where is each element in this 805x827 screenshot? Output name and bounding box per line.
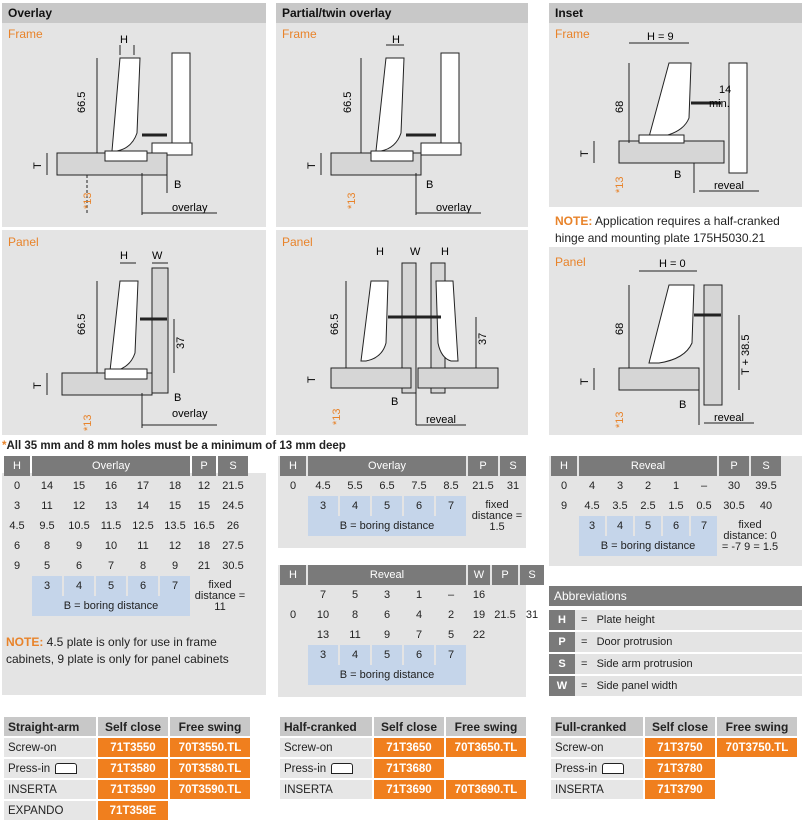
table-cell (280, 645, 306, 665)
table-cell: 1.5 (668, 500, 684, 512)
table-cell: 8 (139, 560, 147, 572)
half-cranked-table (278, 715, 528, 801)
mount-type: Screw-on (551, 738, 643, 757)
self-close-part[interactable]: 71T3690 (374, 780, 444, 799)
table-cell: 5 (447, 629, 455, 641)
boring-cell: 4 (64, 576, 94, 596)
boring-cell: 7 (160, 576, 190, 596)
table-row (280, 496, 526, 516)
free-swing-part[interactable]: 70T3590.TL (170, 780, 250, 799)
abbr-key: S (549, 654, 575, 674)
abbreviations (549, 586, 802, 698)
free-swing-part[interactable]: 70T3550.TL (170, 738, 250, 757)
table-row (551, 516, 781, 536)
svg-text:H: H (441, 246, 449, 258)
svg-text:reveal: reveal (714, 180, 744, 192)
svg-text:reveal: reveal (426, 414, 456, 426)
svg-text:H: H (120, 250, 128, 262)
press-in-icon (55, 763, 77, 774)
overlay-panel (2, 3, 266, 435)
table-row (4, 759, 250, 778)
table-cell: 15 (197, 500, 211, 512)
table-cell: – (447, 589, 455, 601)
table-row (549, 676, 802, 696)
boring-label: B = boring distance (32, 596, 190, 616)
table-cell: 31 (506, 480, 520, 492)
table-row (4, 576, 248, 596)
table-cell: 4.5 (584, 500, 600, 512)
table-cell: 9.5 (39, 520, 55, 532)
table-cell: 2 (644, 480, 652, 492)
abbr-value: = Door protrusion (575, 632, 802, 652)
boring-label: B = boring distance (579, 536, 717, 556)
abbr-key: P (549, 632, 575, 652)
svg-text:T: T (579, 150, 591, 157)
table-cell: 5 (43, 560, 51, 572)
svg-text:66.5: 66.5 (329, 313, 341, 335)
table-cell: 4.5 (315, 480, 331, 492)
svg-text:66.5: 66.5 (342, 91, 354, 113)
table-row (280, 645, 544, 665)
boring-label: B = boring distance (308, 516, 466, 536)
svg-text:T + 38.5: T + 38.5 (740, 334, 752, 375)
table-cell: 30.5 (222, 560, 244, 572)
inset-note: NOTE: Application requires a half-cranked hinge and mounting plate 175H5030.21 (555, 214, 780, 245)
table-row (551, 738, 797, 757)
table-cell: 18 (168, 480, 182, 492)
boring-cell: 4 (340, 645, 370, 665)
free-swing-part[interactable]: 70T3580.TL (170, 759, 250, 778)
fixed-distance: fixed distance: 0 = -7 9 = 1.5 (721, 518, 779, 553)
partial-diagrams (276, 23, 528, 435)
table-cell: 12 (72, 500, 86, 512)
partial-frame-label: Frame (282, 27, 317, 41)
table-row (551, 717, 797, 736)
table-cell: 31 (525, 609, 539, 621)
table-cell: 19 (472, 609, 486, 621)
table-cell: 6.5 (379, 480, 395, 492)
table-cell: 26 (226, 520, 240, 532)
abbr-value: = Side arm protrusion (575, 654, 802, 674)
svg-text:overlay: overlay (436, 202, 472, 214)
table-cell: 7.5 (411, 480, 427, 492)
table-cell: 0 (289, 609, 297, 621)
table-cell: 7 (415, 629, 423, 641)
free-swing-part[interactable]: 70T3750.TL (717, 738, 797, 757)
svg-text:B: B (174, 392, 182, 404)
boring-cell: 7 (436, 645, 466, 665)
table-row (280, 738, 526, 757)
table-cell: 39.5 (755, 480, 777, 492)
table-cell: 8 (43, 540, 51, 552)
fixed-distance: fixed distance = 1.5 (471, 498, 523, 533)
mount-type: Press-in (4, 759, 96, 778)
table-row (551, 780, 797, 799)
svg-text:*13: *13 (614, 411, 626, 428)
svg-text:T: T (306, 162, 318, 169)
table-cell: 13.5 (164, 520, 186, 532)
boring-cell: 3 (32, 576, 62, 596)
inset-table: H Reveal P S 0 4 3 2 1 – 30 39.5 9 4.5 3.5 2.5 1.5 0.5 30.5 40 3 4 5 6 7 fixed distance: 0 = -7 9 = 1.5 B = boring distance (549, 456, 783, 556)
boring-cell: 7 (691, 516, 717, 536)
table-row (4, 476, 248, 496)
overlay-diagrams (2, 23, 266, 435)
table-cell: 0.5 (696, 500, 712, 512)
table-cell: 15 (72, 480, 86, 492)
table-cell: 22 (472, 629, 486, 641)
self-close-part[interactable]: 71T3550 (98, 738, 168, 757)
svg-text:T: T (306, 376, 318, 383)
table-cell (280, 496, 306, 516)
boring-cell: 6 (404, 645, 434, 665)
mount-type: Press-in (551, 759, 643, 778)
table-cell: 11 (41, 500, 53, 512)
table-cell: – (700, 480, 708, 492)
overlay-note: NOTE: 4.5 plate is only for use in frame cabinets, 9 plate is only for panel cabinets (6, 635, 229, 666)
partial-panel-label: Panel (282, 235, 313, 249)
product-title: Straight-arm (4, 717, 96, 736)
table-cell: 5.5 (347, 480, 363, 492)
svg-text:H: H (392, 34, 400, 46)
table-cell: 6 (383, 609, 391, 621)
svg-text:*13: *13 (614, 176, 626, 193)
table-row (4, 801, 250, 820)
boring-cell: 3 (308, 645, 338, 665)
svg-text:overlay: overlay (172, 202, 208, 214)
table-cell: 8 (351, 609, 359, 621)
table-row (280, 585, 544, 605)
inset-panel (549, 3, 802, 435)
table-row (549, 632, 802, 652)
table-cell: 11 (349, 629, 361, 641)
svg-text:T: T (32, 162, 44, 169)
product-title: Half-cranked (280, 717, 372, 736)
table-cell: 14 (40, 480, 54, 492)
col-self-close: Self close (374, 717, 444, 736)
partial-table: H Overlay P S 0 4.5 5.5 6.5 7.5 8.5 21.5 31 3 4 5 6 7 fixed distance = 1.5 B = boring distance (278, 456, 528, 536)
table-cell: 30.5 (723, 500, 745, 512)
svg-text:37: 37 (477, 332, 489, 345)
table-cell: 9 (383, 629, 391, 641)
inset-diagrams (549, 23, 802, 435)
free-swing-part[interactable]: 70T3690.TL (446, 780, 526, 799)
table-cell: 10 (316, 609, 330, 621)
svg-text:T: T (579, 378, 591, 385)
table-cell (551, 536, 577, 556)
table-cell: 14 (136, 500, 150, 512)
col-self-close: Self close (645, 717, 715, 736)
svg-text:68: 68 (614, 100, 626, 113)
svg-text:66.5: 66.5 (76, 313, 88, 335)
table-cell: 1 (672, 480, 680, 492)
svg-text:*13: *13 (346, 192, 358, 209)
abbreviations-title: Abbreviations (549, 586, 802, 606)
svg-text:*13: *13 (331, 408, 343, 425)
self-close-part[interactable]: 71T3790 (645, 780, 715, 799)
product-title: Full-cranked (551, 717, 643, 736)
mount-type: INSERTA (551, 780, 643, 799)
overlay-title: Overlay (2, 3, 266, 23)
table-row (280, 665, 544, 685)
table-cell: 9 (171, 560, 179, 572)
table-cell: 17 (136, 480, 150, 492)
svg-text:B: B (174, 179, 182, 191)
table-row (4, 536, 248, 556)
inset-title: Inset (549, 3, 802, 23)
table-cell: 10.5 (68, 520, 90, 532)
table-cell: 30 (727, 480, 741, 492)
table-cell: 21 (197, 560, 211, 572)
self-close-part[interactable]: 71T358E (98, 801, 168, 820)
boring-cell: 5 (96, 576, 126, 596)
table-row (551, 759, 797, 778)
svg-text:H: H (376, 246, 384, 258)
boring-cell: 5 (372, 496, 402, 516)
self-close-part[interactable]: 71T3750 (645, 738, 715, 757)
table-cell: 27.5 (222, 540, 244, 552)
boring-cell: 7 (436, 496, 466, 516)
table-cell: 4.5 (9, 520, 25, 532)
table-cell: 11.5 (100, 520, 122, 532)
svg-text:overlay: overlay (172, 408, 208, 420)
table-cell: 12.5 (132, 520, 154, 532)
table-row (551, 496, 781, 516)
svg-text:*13: *13 (82, 192, 94, 209)
mount-type: INSERTA (4, 780, 96, 799)
self-close-part[interactable]: 71T3650 (374, 738, 444, 757)
table-cell: 0 (560, 480, 568, 492)
svg-text:T: T (32, 382, 44, 389)
table-cell: 12 (197, 480, 211, 492)
partial-panel (276, 3, 528, 435)
free-swing-part[interactable]: 70T3650.TL (446, 738, 526, 757)
straight-arm-table (2, 715, 252, 822)
table-cell: 21.5 (222, 480, 244, 492)
svg-text:14: 14 (719, 84, 732, 96)
free-swing-part[interactable] (717, 759, 797, 778)
table-cell (4, 596, 30, 616)
mount-type: Screw-on (4, 738, 96, 757)
table-cell: 13 (104, 500, 118, 512)
boring-cell: 4 (340, 496, 370, 516)
table-cell: 9 (560, 500, 568, 512)
table-row (551, 476, 781, 496)
dim-665: 66.5 (76, 91, 88, 113)
mount-type: INSERTA (280, 780, 372, 799)
table-cell: 18 (197, 540, 211, 552)
table-cell: 16 (472, 589, 486, 601)
svg-text:W: W (152, 250, 163, 262)
boring-cell: 4 (607, 516, 633, 536)
table-row (4, 516, 248, 536)
boring-cell: 5 (635, 516, 661, 536)
table-cell (551, 516, 577, 536)
svg-text:H = 0: H = 0 (659, 258, 686, 270)
table-cell: 24.5 (222, 500, 244, 512)
svg-text:37: 37 (175, 336, 187, 349)
boring-label: B = boring distance (308, 665, 466, 685)
free-swing-part[interactable] (717, 780, 797, 799)
table-cell: 6 (13, 540, 21, 552)
table-cell (280, 665, 306, 685)
table-cell: 11 (137, 540, 149, 552)
table-row (549, 654, 802, 674)
self-close-part[interactable]: 71T3680 (374, 759, 444, 778)
table-row (4, 738, 250, 757)
fixed-distance: fixed distance = 11 (194, 578, 246, 613)
table-cell: 16 (104, 480, 118, 492)
overlay-panel-label: Panel (8, 235, 39, 249)
abbr-key: W (549, 676, 575, 696)
table-cell: 1 (415, 589, 423, 601)
table-row (4, 780, 250, 799)
mount-type: EXPANDO (4, 801, 96, 820)
svg-text:B: B (426, 179, 434, 191)
table-row (280, 717, 526, 736)
table-cell: 16.5 (193, 520, 215, 532)
svg-text:reveal: reveal (714, 412, 744, 424)
svg-text:B: B (391, 396, 399, 408)
table-cell: 7 (319, 589, 327, 601)
partial-title: Partial/twin overlay (276, 3, 528, 23)
col-free-swing: Free swing (717, 717, 797, 736)
mount-type: Screw-on (280, 738, 372, 757)
abbr-key: H (549, 610, 575, 630)
table-cell (280, 516, 306, 536)
table-cell: 9 (75, 540, 83, 552)
table-cell (4, 576, 30, 596)
table-cell: 2 (447, 609, 455, 621)
boring-cell: 6 (663, 516, 689, 536)
boring-cell: 5 (372, 645, 402, 665)
mount-type: Press-in (280, 759, 372, 778)
svg-text:min.: min. (709, 98, 730, 110)
table-cell: 13 (316, 629, 330, 641)
abbr-value: = Plate height (575, 610, 802, 630)
table-cell: 3 (616, 480, 624, 492)
self-close-part[interactable]: 71T3780 (645, 759, 715, 778)
full-cranked-table (549, 715, 799, 801)
table-cell: 40 (759, 500, 773, 512)
overlay-table: H Overlay P S 0 14 15 16 17 18 12 21.5 3 11 12 13 14 15 15 24.5 4.5 9.5 10.5 11.5 12.5 13.5 16.5 26 6 8 9 10 11 12 18 27.5 9 5 6 7 8 9 21 30.5 3 4 5 6 7 fixed distance = 11 B = boring distance (2, 456, 250, 616)
table-cell: 3 (13, 500, 21, 512)
table-row (280, 476, 526, 496)
table-row (549, 610, 802, 630)
table-row (4, 717, 250, 736)
table-cell: 12 (168, 540, 182, 552)
svg-text:W: W (410, 246, 421, 258)
depth-note: *All 35 mm and 8 mm holes must be a minimum of 13 mm deep (2, 440, 346, 452)
boring-cell: 6 (128, 576, 158, 596)
col-self-close: Self close (98, 717, 168, 736)
table-row (280, 780, 526, 799)
table-cell: 5 (351, 589, 359, 601)
table-cell: 15 (168, 500, 182, 512)
overlay-frame-label: Frame (8, 27, 43, 41)
table-cell: 8.5 (443, 480, 459, 492)
svg-text:B: B (679, 399, 687, 411)
self-close-part[interactable]: 71T3580 (98, 759, 168, 778)
free-swing-part[interactable] (170, 801, 250, 820)
free-swing-part[interactable] (446, 759, 526, 778)
inset-frame-label: Frame (555, 27, 590, 41)
svg-text:*13: *13 (82, 414, 94, 431)
table-cell: 3.5 (612, 500, 628, 512)
table-cell: 0 (289, 480, 297, 492)
self-close-part[interactable]: 71T3590 (98, 780, 168, 799)
table-cell: 0 (13, 480, 21, 492)
table-cell: 6 (75, 560, 83, 572)
dim-h: H (120, 34, 128, 46)
table-row (4, 496, 248, 516)
table-cell: 9 (13, 560, 21, 572)
svg-text:B: B (674, 169, 682, 181)
table-cell: 7 (107, 560, 115, 572)
table-row (280, 759, 526, 778)
reveal-table: H Reveal W P S 0 7 5 3 1 – 16 21.5 31 10 8 6 4 2 19 13 11 9 7 5 22 3 4 5 6 7 B = boring distance (278, 565, 546, 685)
table-cell: 2.5 (640, 500, 656, 512)
col-free-swing: Free swing (446, 717, 526, 736)
press-in-icon (331, 763, 353, 774)
svg-text:68: 68 (614, 322, 626, 335)
table-cell: 4 (588, 480, 596, 492)
table-cell: 21.5 (494, 609, 516, 621)
col-free-swing: Free swing (170, 717, 250, 736)
table-cell: 4 (415, 609, 423, 621)
table-cell: 21.5 (472, 480, 494, 492)
table-cell: 10 (104, 540, 118, 552)
boring-cell: 3 (308, 496, 338, 516)
boring-cell: 3 (579, 516, 605, 536)
boring-cell: 6 (404, 496, 434, 516)
svg-text:H = 9: H = 9 (647, 31, 674, 43)
press-in-icon (602, 763, 624, 774)
table-cell: 3 (383, 589, 391, 601)
inset-panel-label: Panel (555, 255, 586, 269)
abbr-value: = Side panel width (575, 676, 802, 696)
table-row (4, 556, 248, 576)
